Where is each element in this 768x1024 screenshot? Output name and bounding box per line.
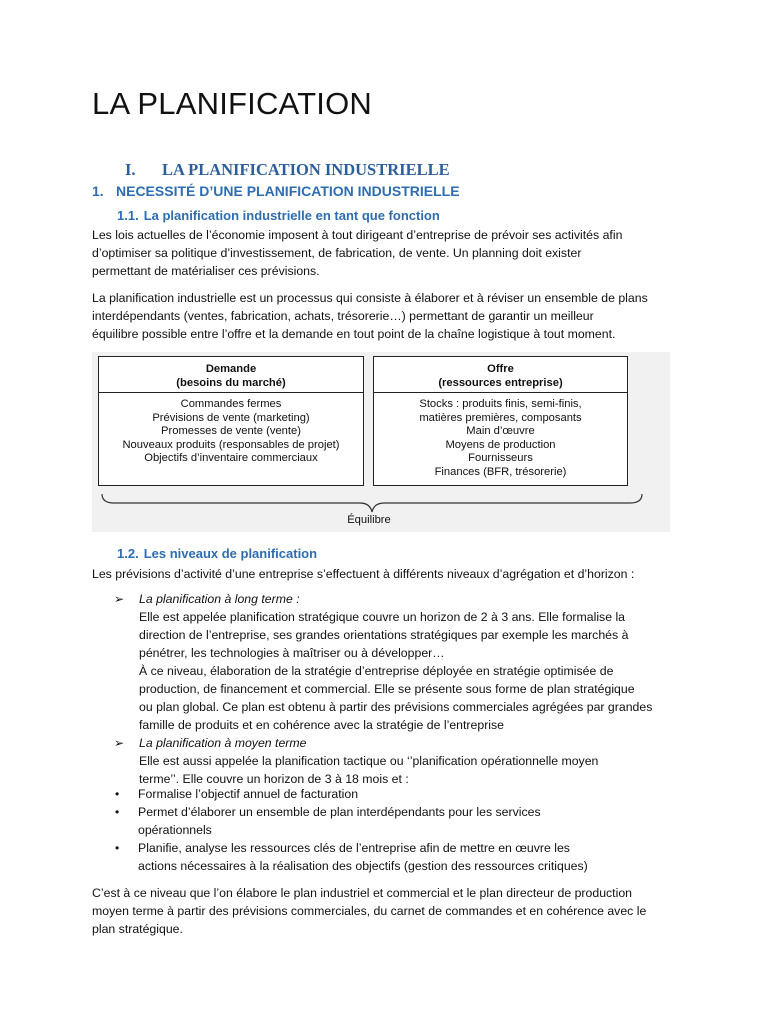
demand-item: Prévisions de vente (marketing) (152, 411, 310, 424)
subsubsection-heading-1-2 (117, 546, 317, 561)
demand-item: Nouveaux produits (responsables de projet) (122, 438, 340, 451)
subsection-title: NECESSITÉ D’UNE PLANIFICATION INDUSTRIELLE (116, 183, 460, 199)
long-term-title: La planification à long terme : (139, 592, 300, 606)
text-line: Elle est appelée planification stratégique couvre un horizon de 2 à 3 ans. Elle formalise la (139, 610, 626, 624)
section-number: I. (125, 160, 136, 179)
offer-items (374, 393, 627, 479)
section-title: LA PLANIFICATION INDUSTRIELLE (162, 160, 450, 179)
demand-box-title: Demande (205, 363, 257, 375)
text-line: moyen terme à partir des prévisions commerciales, du carnet de commandes et en cohérence avec le (92, 904, 647, 918)
demand-item: Commandes fermes (180, 398, 282, 410)
mid-term-title: La planification à moyen terme (139, 736, 307, 750)
subsubsection-heading-1-1 (117, 208, 440, 223)
demand-box (98, 356, 364, 486)
arrow-bullet-icon: ➢ (114, 736, 125, 750)
subsection-number: 1. (92, 183, 104, 199)
text-line: La planification industrielle est un processus qui consiste à élaborer et à réviser un ensemble de plans (92, 291, 648, 305)
text-line: Les lois actuelles de l’économie imposent à tout dirigeant d’entreprise de prévoir ses activités afin (92, 228, 623, 242)
offer-item: Main d’œuvre (466, 425, 535, 437)
document-title: LA PLANIFICATION (92, 86, 372, 121)
bullet-dot-icon: • (115, 787, 120, 801)
demand-box-header (99, 357, 363, 393)
mid-term-bullets (92, 785, 692, 875)
offer-item: matières premières, composants (419, 411, 582, 424)
mid-term-item (92, 734, 692, 788)
planning-levels-list (92, 590, 692, 788)
text-line: direction de l’entreprise, ses grandes orientations stratégiques par exemple les marchés à (139, 628, 629, 642)
paragraph-levels-intro (92, 565, 688, 583)
figure-caption: Équilibre (347, 514, 391, 526)
curly-brace-icon (100, 492, 644, 514)
text-line: Elle est aussi appelée la planification tactique ou ‘’planification opérationnelle moyen (139, 754, 599, 768)
text-line: terme’’. Elle couvre un horizon de 3 à 18 mois et : (139, 772, 409, 786)
offer-item: Stocks : produits finis, semi-finis, (419, 398, 582, 410)
offer-box-title: Offre (487, 363, 514, 375)
offer-item: Moyens de production (445, 438, 556, 451)
bullet-item (92, 803, 692, 839)
text-line: plan stratégique. (92, 922, 183, 936)
subsubsection-title: Les niveaux de planification (143, 546, 318, 561)
text-line: production, de financement et commercial. Elle se présente sous forme de plan stratégique (139, 682, 635, 696)
arrow-bullet-icon: ➢ (114, 592, 125, 606)
text-line: permettant de matérialiser ces prévisions. (92, 264, 320, 278)
text-line: équilibre possible entre l’offre et la demande en tout point de la chaîne logistique à tout moment. (92, 327, 616, 341)
paragraph-conclusion (92, 884, 688, 938)
bullet-dot-icon: • (115, 841, 120, 855)
long-term-item (92, 590, 692, 734)
text-line: Formalise l’objectif annuel de facturation (138, 787, 359, 801)
demand-item: Objectifs d’inventaire commerciaux (144, 452, 318, 464)
paragraph-definition (92, 289, 688, 343)
section-heading-1 (125, 160, 450, 180)
subsubsection-number: 1.2. (117, 546, 139, 561)
offer-item: Finances (BFR, trésorerie) (434, 465, 567, 478)
subsection-heading-1 (92, 183, 460, 199)
text-line: ou plan global. Ce plan est obtenu à partir des prévisions commerciales agrégées par grandes (139, 700, 653, 714)
text-line: Permet d’élaborer un ensemble de plan interdépendants pour les services (138, 805, 541, 819)
text-line: Planifie, analyse les ressources clés de l’entreprise afin de mettre en œuvre les (138, 841, 570, 855)
offer-box-subtitle: (ressources entreprise) (438, 376, 563, 389)
supply-demand-figure (92, 352, 670, 532)
offer-box (373, 356, 628, 486)
text-line: actions nécessaires à la réalisation des objectifs (gestion des ressources critiques) (138, 859, 588, 873)
bullet-item (92, 785, 692, 803)
subsubsection-number: 1.1. (117, 208, 139, 223)
text-line: Les prévisions d’activité d’une entreprise s’effectuent à différents niveaux d’agrégation et d’horizon : (92, 567, 635, 581)
demand-box-subtitle: (besoins du marché) (176, 376, 286, 389)
text-line: pénétrer, les technologies à maîtriser ou à développer… (139, 646, 445, 660)
subsubsection-title: La planification industrielle en tant que fonction (143, 208, 440, 223)
text-line: interdépendants (ventes, fabrication, achats, trésorerie…) permettant de garantir un meilleur (92, 309, 594, 323)
bullet-item (92, 839, 692, 875)
text-line: C’est à ce niveau que l’on élabore le plan industriel et commercial et le plan directeur de production (92, 886, 633, 900)
offer-box-header (374, 357, 627, 393)
text-line: famille de produits et en cohérence avec la stratégie de l’entreprise (139, 718, 505, 732)
text-line: À ce niveau, élaboration de la stratégie d’entreprise déployée en stratégie optimisée de (139, 664, 614, 678)
bullet-dot-icon: • (115, 805, 120, 819)
text-line: d’optimiser sa politique d’investissement, de fabrication, de vente. Un planning doit exister (92, 246, 582, 260)
text-line: opérationnels (138, 823, 212, 837)
demand-items (99, 393, 363, 466)
paragraph-economy (92, 226, 688, 280)
demand-item: Promesses de vente (vente) (161, 425, 301, 437)
offer-item: Fournisseurs (468, 452, 533, 464)
